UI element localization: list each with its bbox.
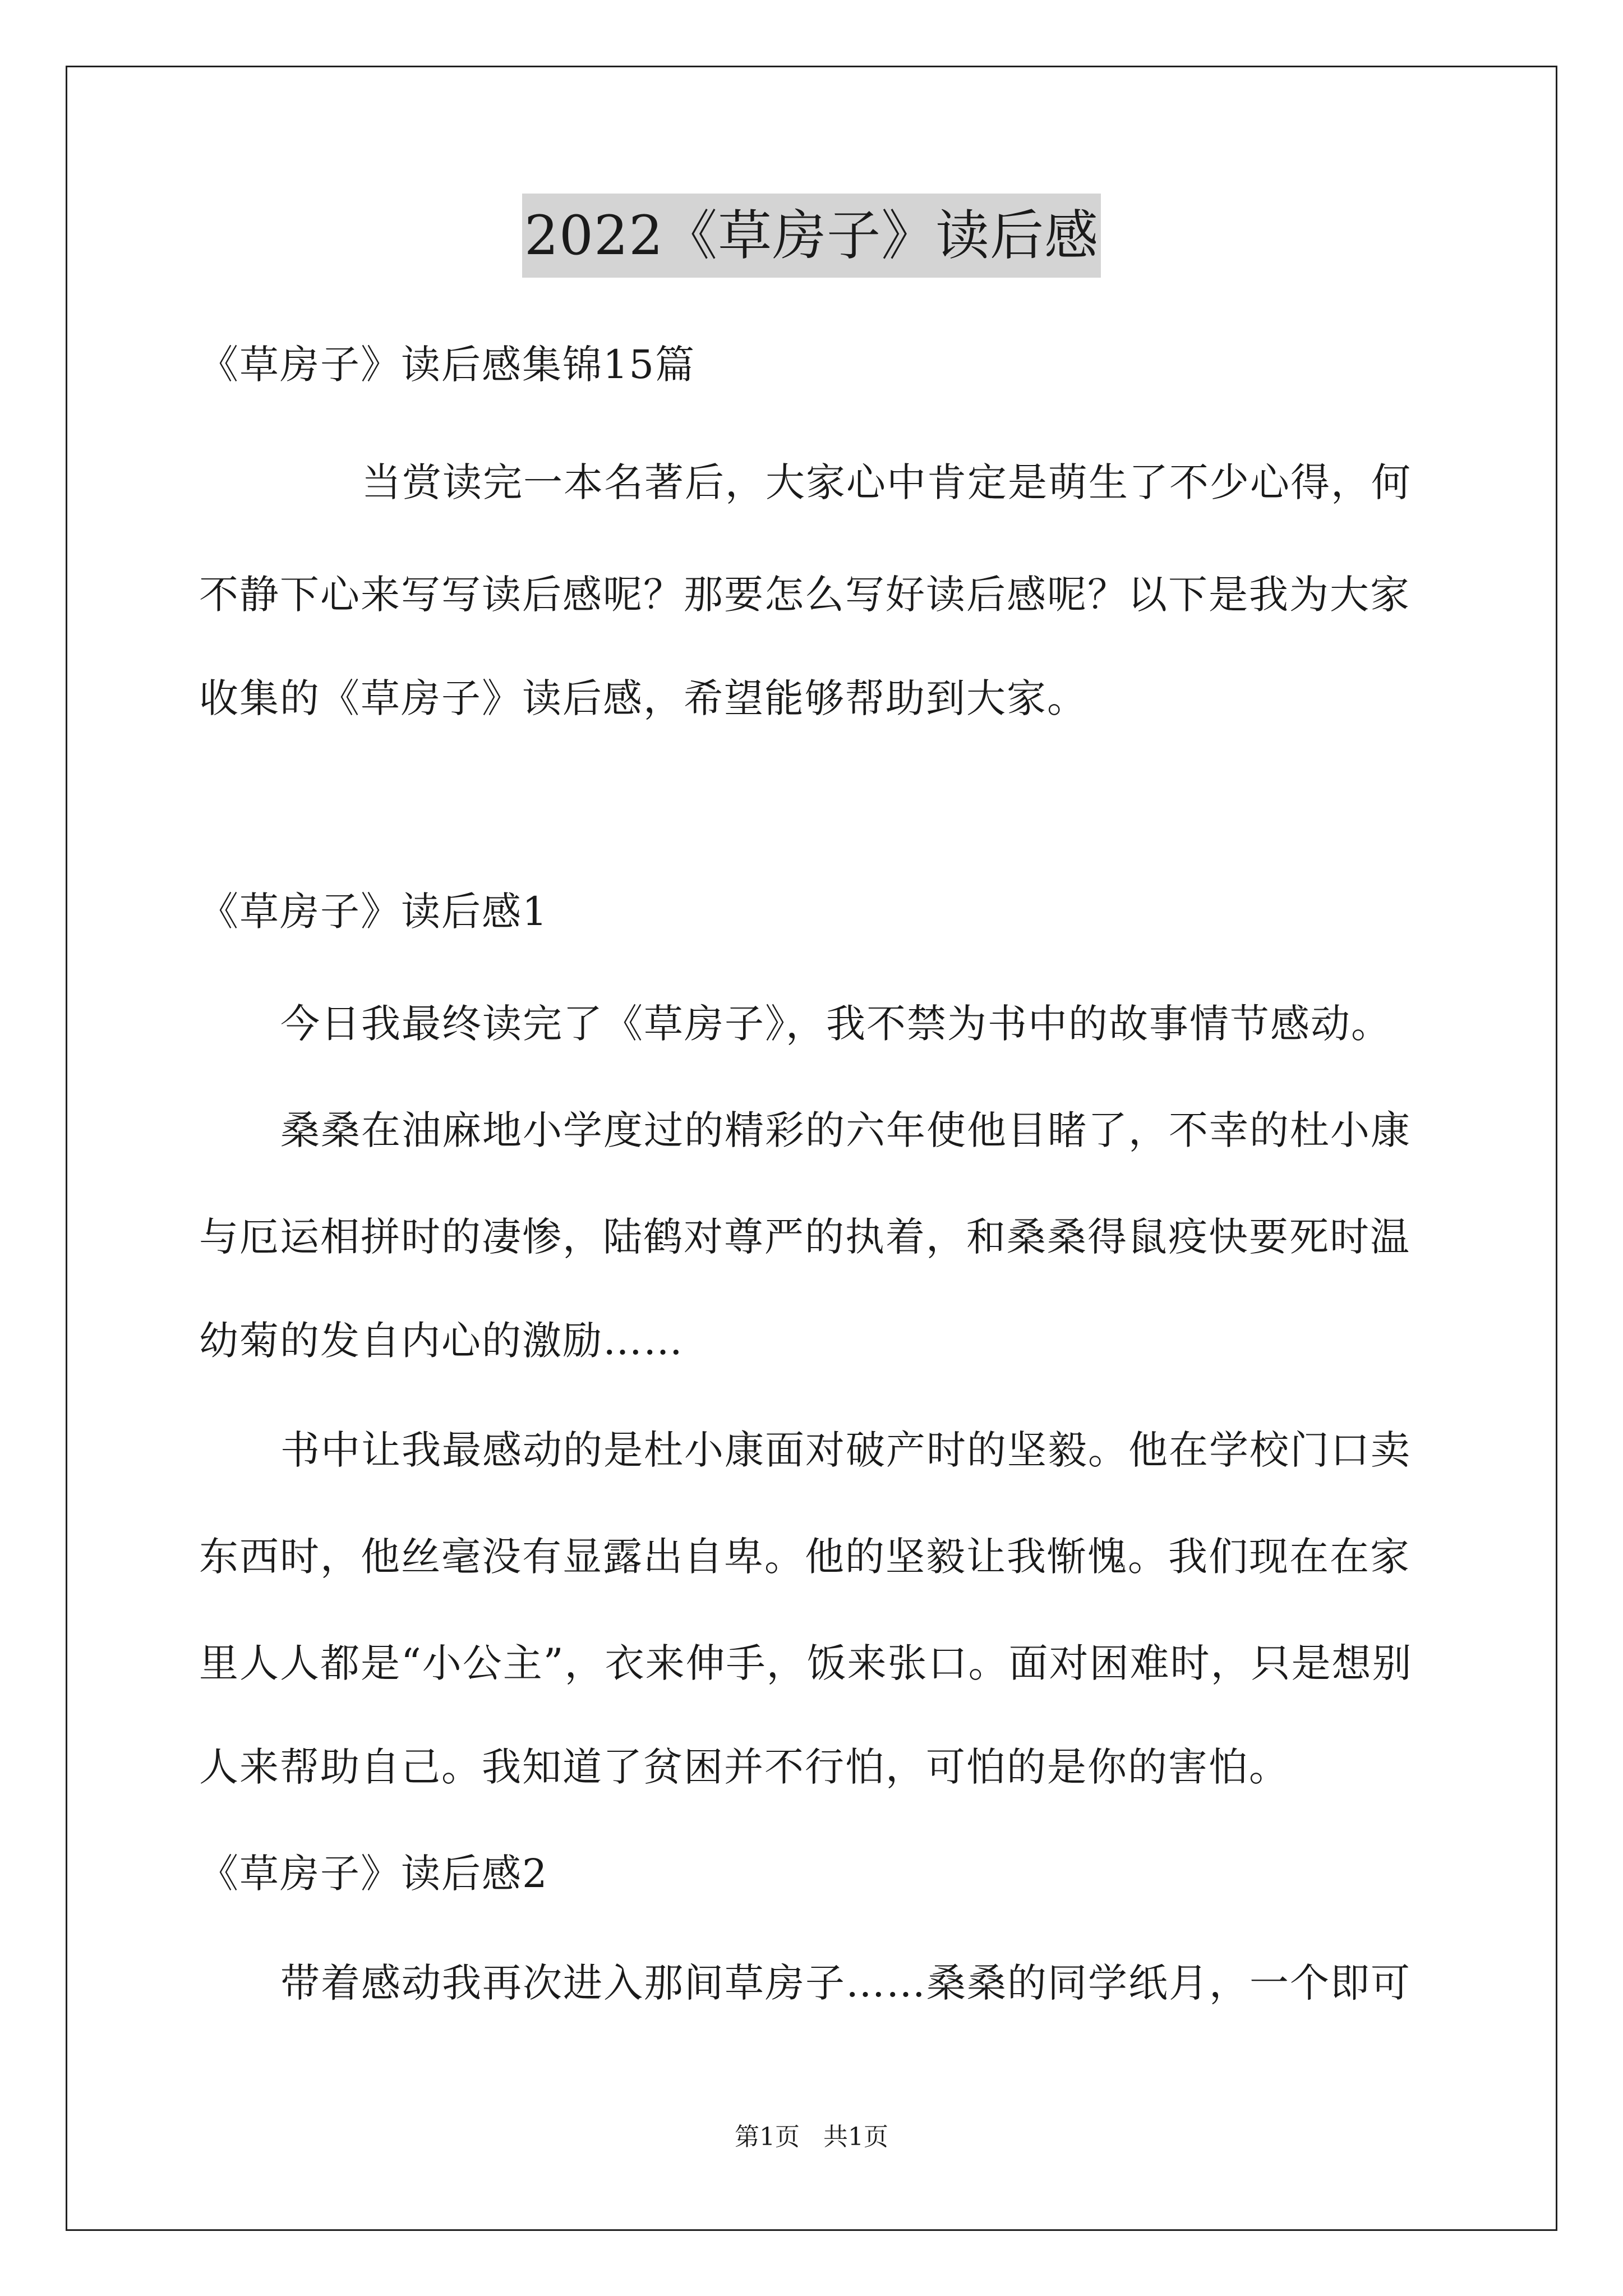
title-container — [0, 194, 1623, 278]
paragraph-line: 收集的《草房子》读后感，希望能够帮助到大家。 — [199, 675, 1087, 721]
section-heading: 《草房子》读后感1 — [199, 889, 548, 935]
paragraph-line: 桑桑在油麻地小学度过的精彩的六年使他目睹了，不幸的杜小康 — [280, 1107, 1411, 1153]
paragraph-line: 幼菊的发自内心的激励…… — [199, 1318, 684, 1364]
document-title: 2022《草房子》读后感 — [522, 194, 1101, 278]
paragraph-line: 人来帮助自己。我知道了贫困并不行怕，可怕的是你的害怕。 — [199, 1744, 1289, 1790]
paragraph-line: 书中让我最感动的是杜小康面对破产时的坚毅。他在学校门口卖 — [280, 1427, 1411, 1473]
paragraph-line: 当赏读完一本名著后，大家心中肯定是萌生了不少心得，何 — [362, 459, 1412, 505]
paragraph-line: 带着感动我再次进入那间草房子……桑桑的同学纸月，一个即可 — [280, 1960, 1411, 2006]
paragraph-line: 不静下心来写写读后感呢？那要怎么写好读后感呢？以下是我为大家 — [199, 572, 1410, 618]
page-number: 第1页 — [735, 2123, 800, 2151]
page-footer — [0, 2118, 1623, 2157]
paragraph-line: 与厄运相拼时的凄惨，陆鹤对尊严的执着，和桑桑得鼠疫快要死时温 — [199, 1214, 1410, 1260]
page-total: 共1页 — [823, 2123, 888, 2151]
paragraph-line: 今日我最终读完了《草房子》，我不禁为书中的故事情节感动。 — [280, 1001, 1391, 1047]
subtitle-line: 《草房子》读后感集锦15篇 — [199, 342, 696, 388]
paragraph-line: 里人人都是“小公主”，衣来伸手，饭来张口。面对困难时，只是想别 — [199, 1640, 1413, 1686]
section-heading: 《草房子》读后感2 — [199, 1851, 548, 1897]
paragraph-line: 东西时，他丝毫没有显露出自卑。他的坚毅让我惭愧。我们现在在家 — [199, 1534, 1410, 1580]
